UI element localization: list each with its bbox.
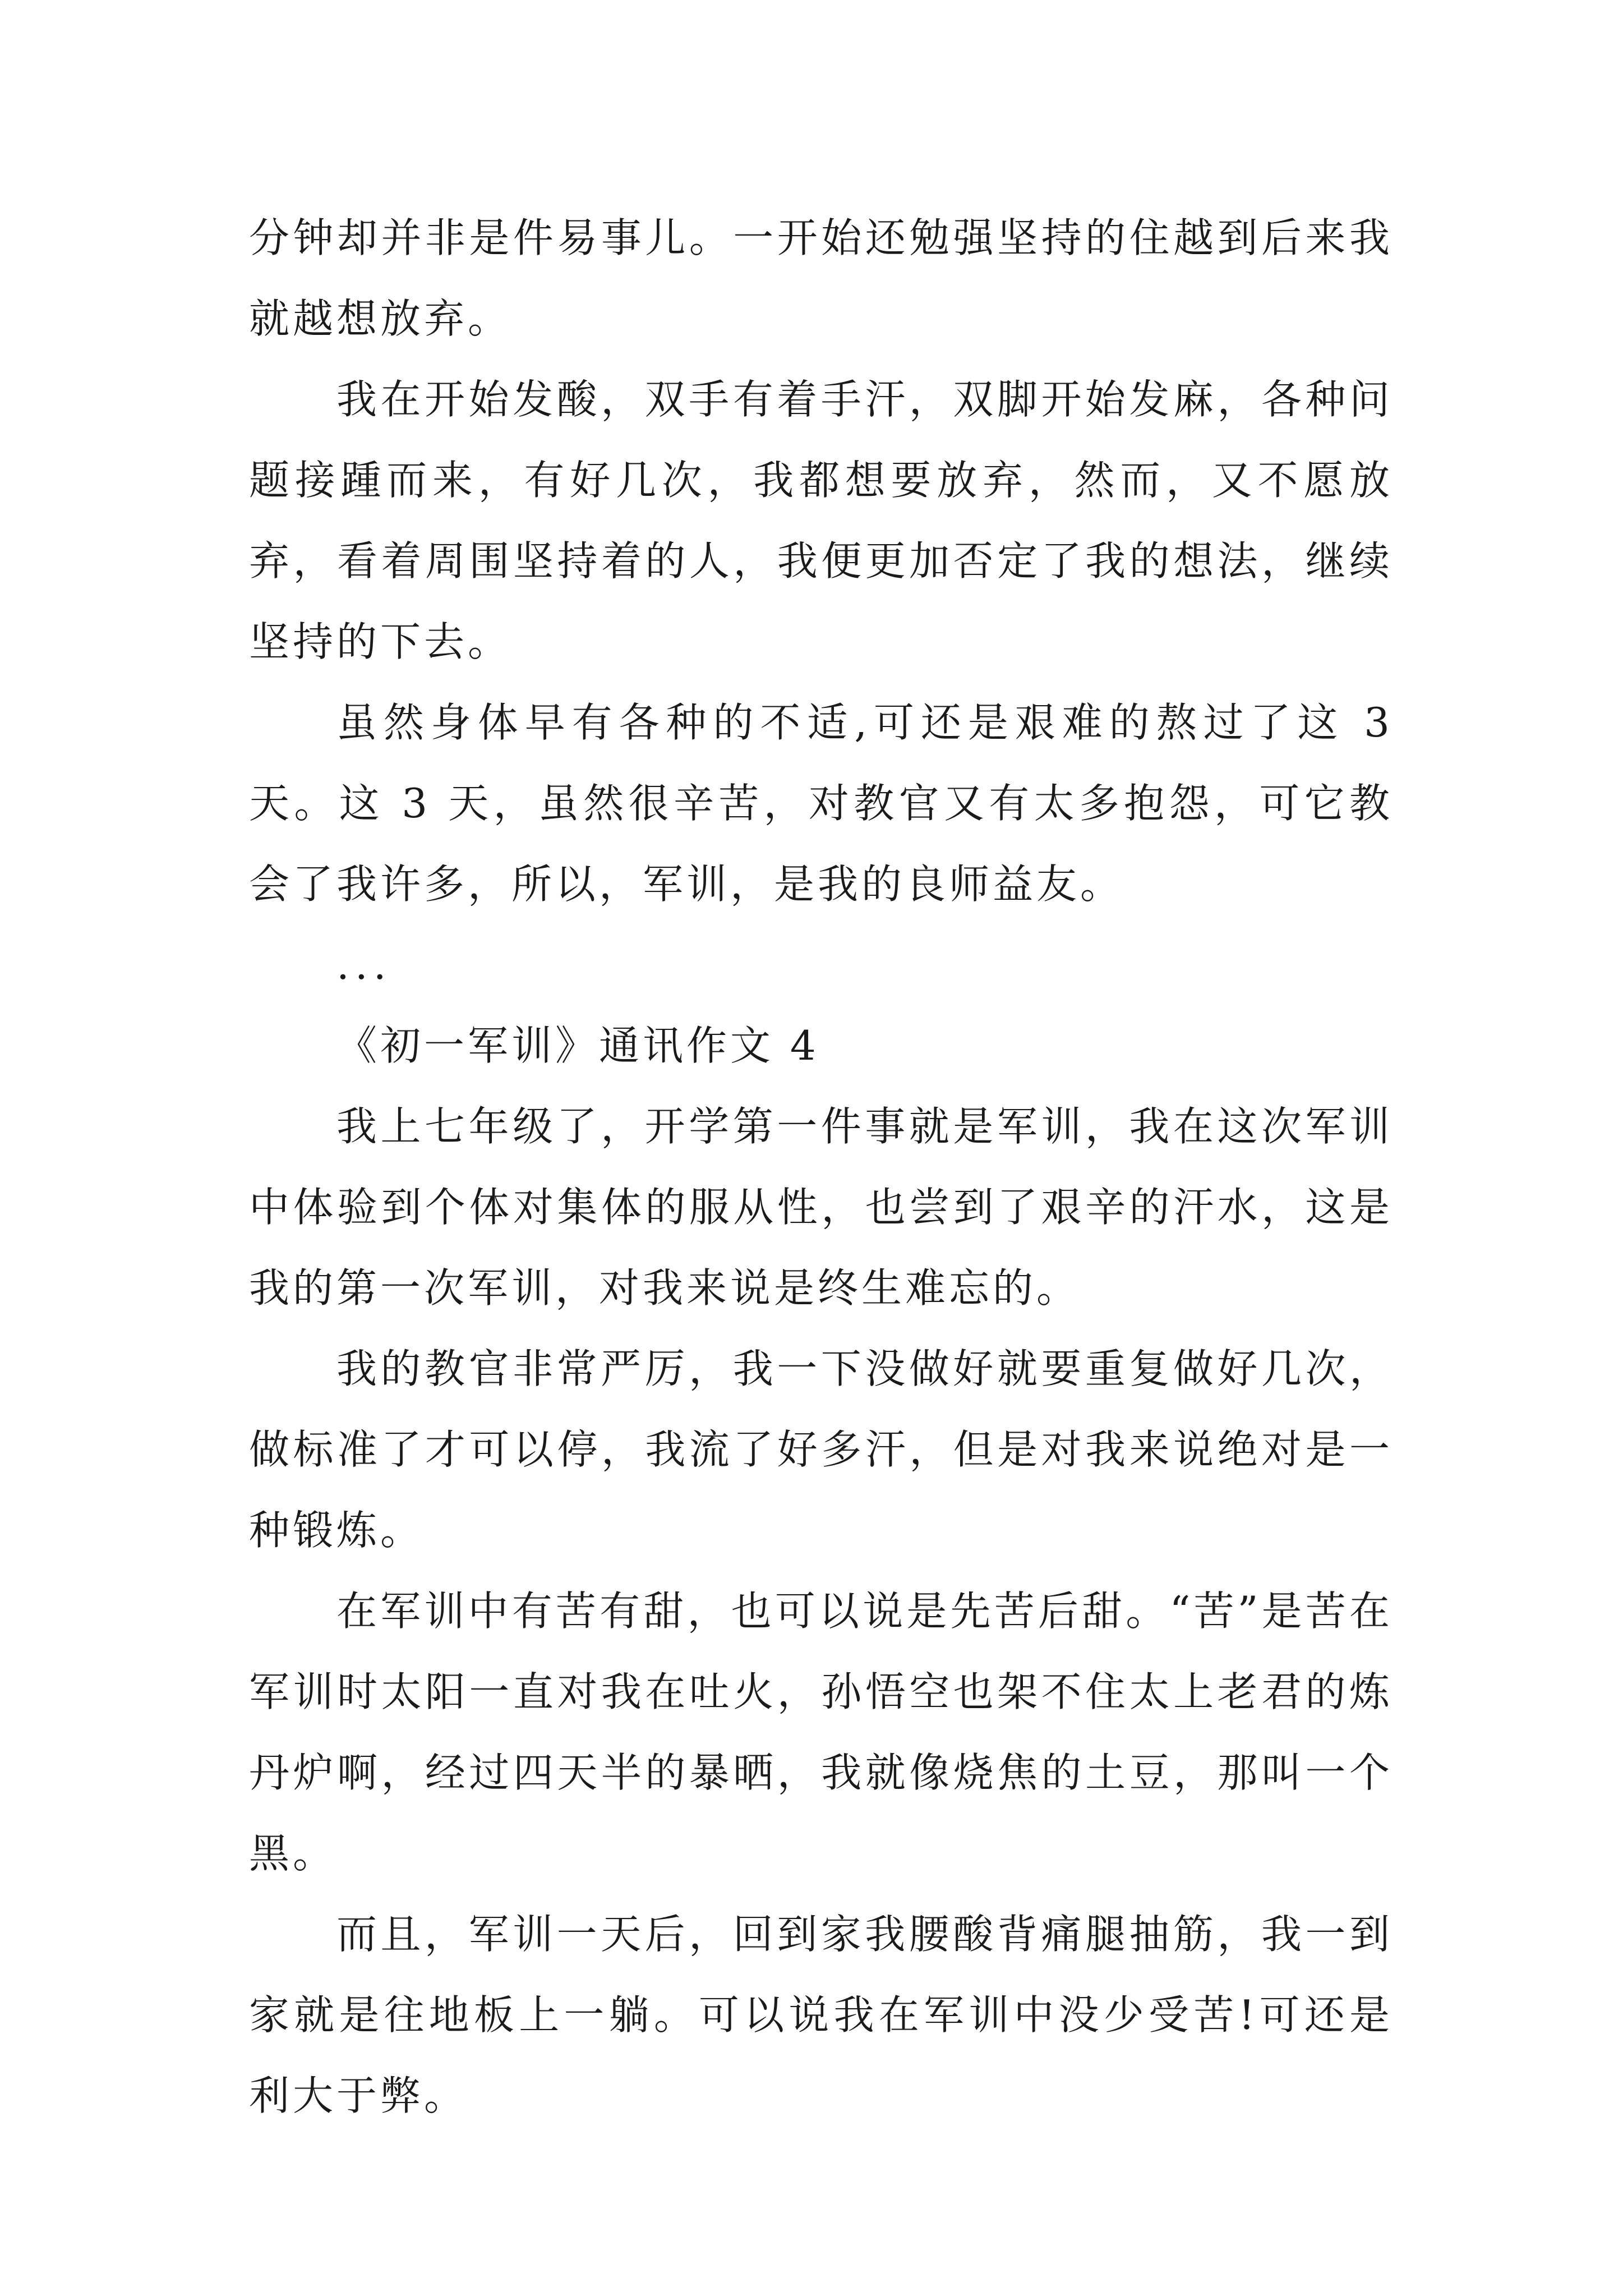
paragraph: 我上七年级了，开学第一件事就是军训，我在这次军训中体验到个体对集体的服从性，也尝到了艰辛的汗水，这是我的第一次军训，对我来说是终生难忘的。 — [249, 1103, 1393, 1312]
paragraph: 而且，军训一天后，回到家我腰酸背痛腿抽筋，我一到家就是往地板上一躺。可以说我在军训中没少受苦!可还是利大于弊。 — [249, 1911, 1393, 2119]
paragraph: 我的教官非常严厉，我一下没做好就要重复做好几次，做标准了才可以停，我流了好多汗，但是对我来说绝对是一种锻炼。 — [249, 1345, 1393, 1554]
document-body — [249, 197, 1393, 2136]
section-title: 《初一军训》通讯作文 4 — [336, 1022, 819, 1069]
paragraph: 在军训中有苦有甜，也可以说是先苦后甜。“苦”是苦在军训时太阳一直对我在吐火，孙悟空也架不住太上老君的炼丹炉啊，经过四天半的暴晒，我就像烧焦的土豆，那叫一个黑。 — [249, 1588, 1393, 1877]
paragraph: 我在开始发酸，双手有着手汗，双脚开始发麻，各种问题接踵而来，有好几次，我都想要放弃，然而，又不愿放弃，看着周围坚持着的人，我便更加否定了我的想法，继续坚持的下去。 — [249, 376, 1393, 665]
ellipsis: ... — [336, 941, 392, 988]
paragraph: 虽然身体早有各种的不适,可还是艰难的熬过了这 3 天。这 3 天，虽然很辛苦，对教官又有太多抱怨，可它教会了我许多，所以，军训，是我的良师益友。 — [249, 699, 1393, 908]
paragraph-continuation: 分钟却并非是件易事儿。一开始还勉强坚持的住越到后来我就越想放弃。 — [249, 214, 1393, 342]
